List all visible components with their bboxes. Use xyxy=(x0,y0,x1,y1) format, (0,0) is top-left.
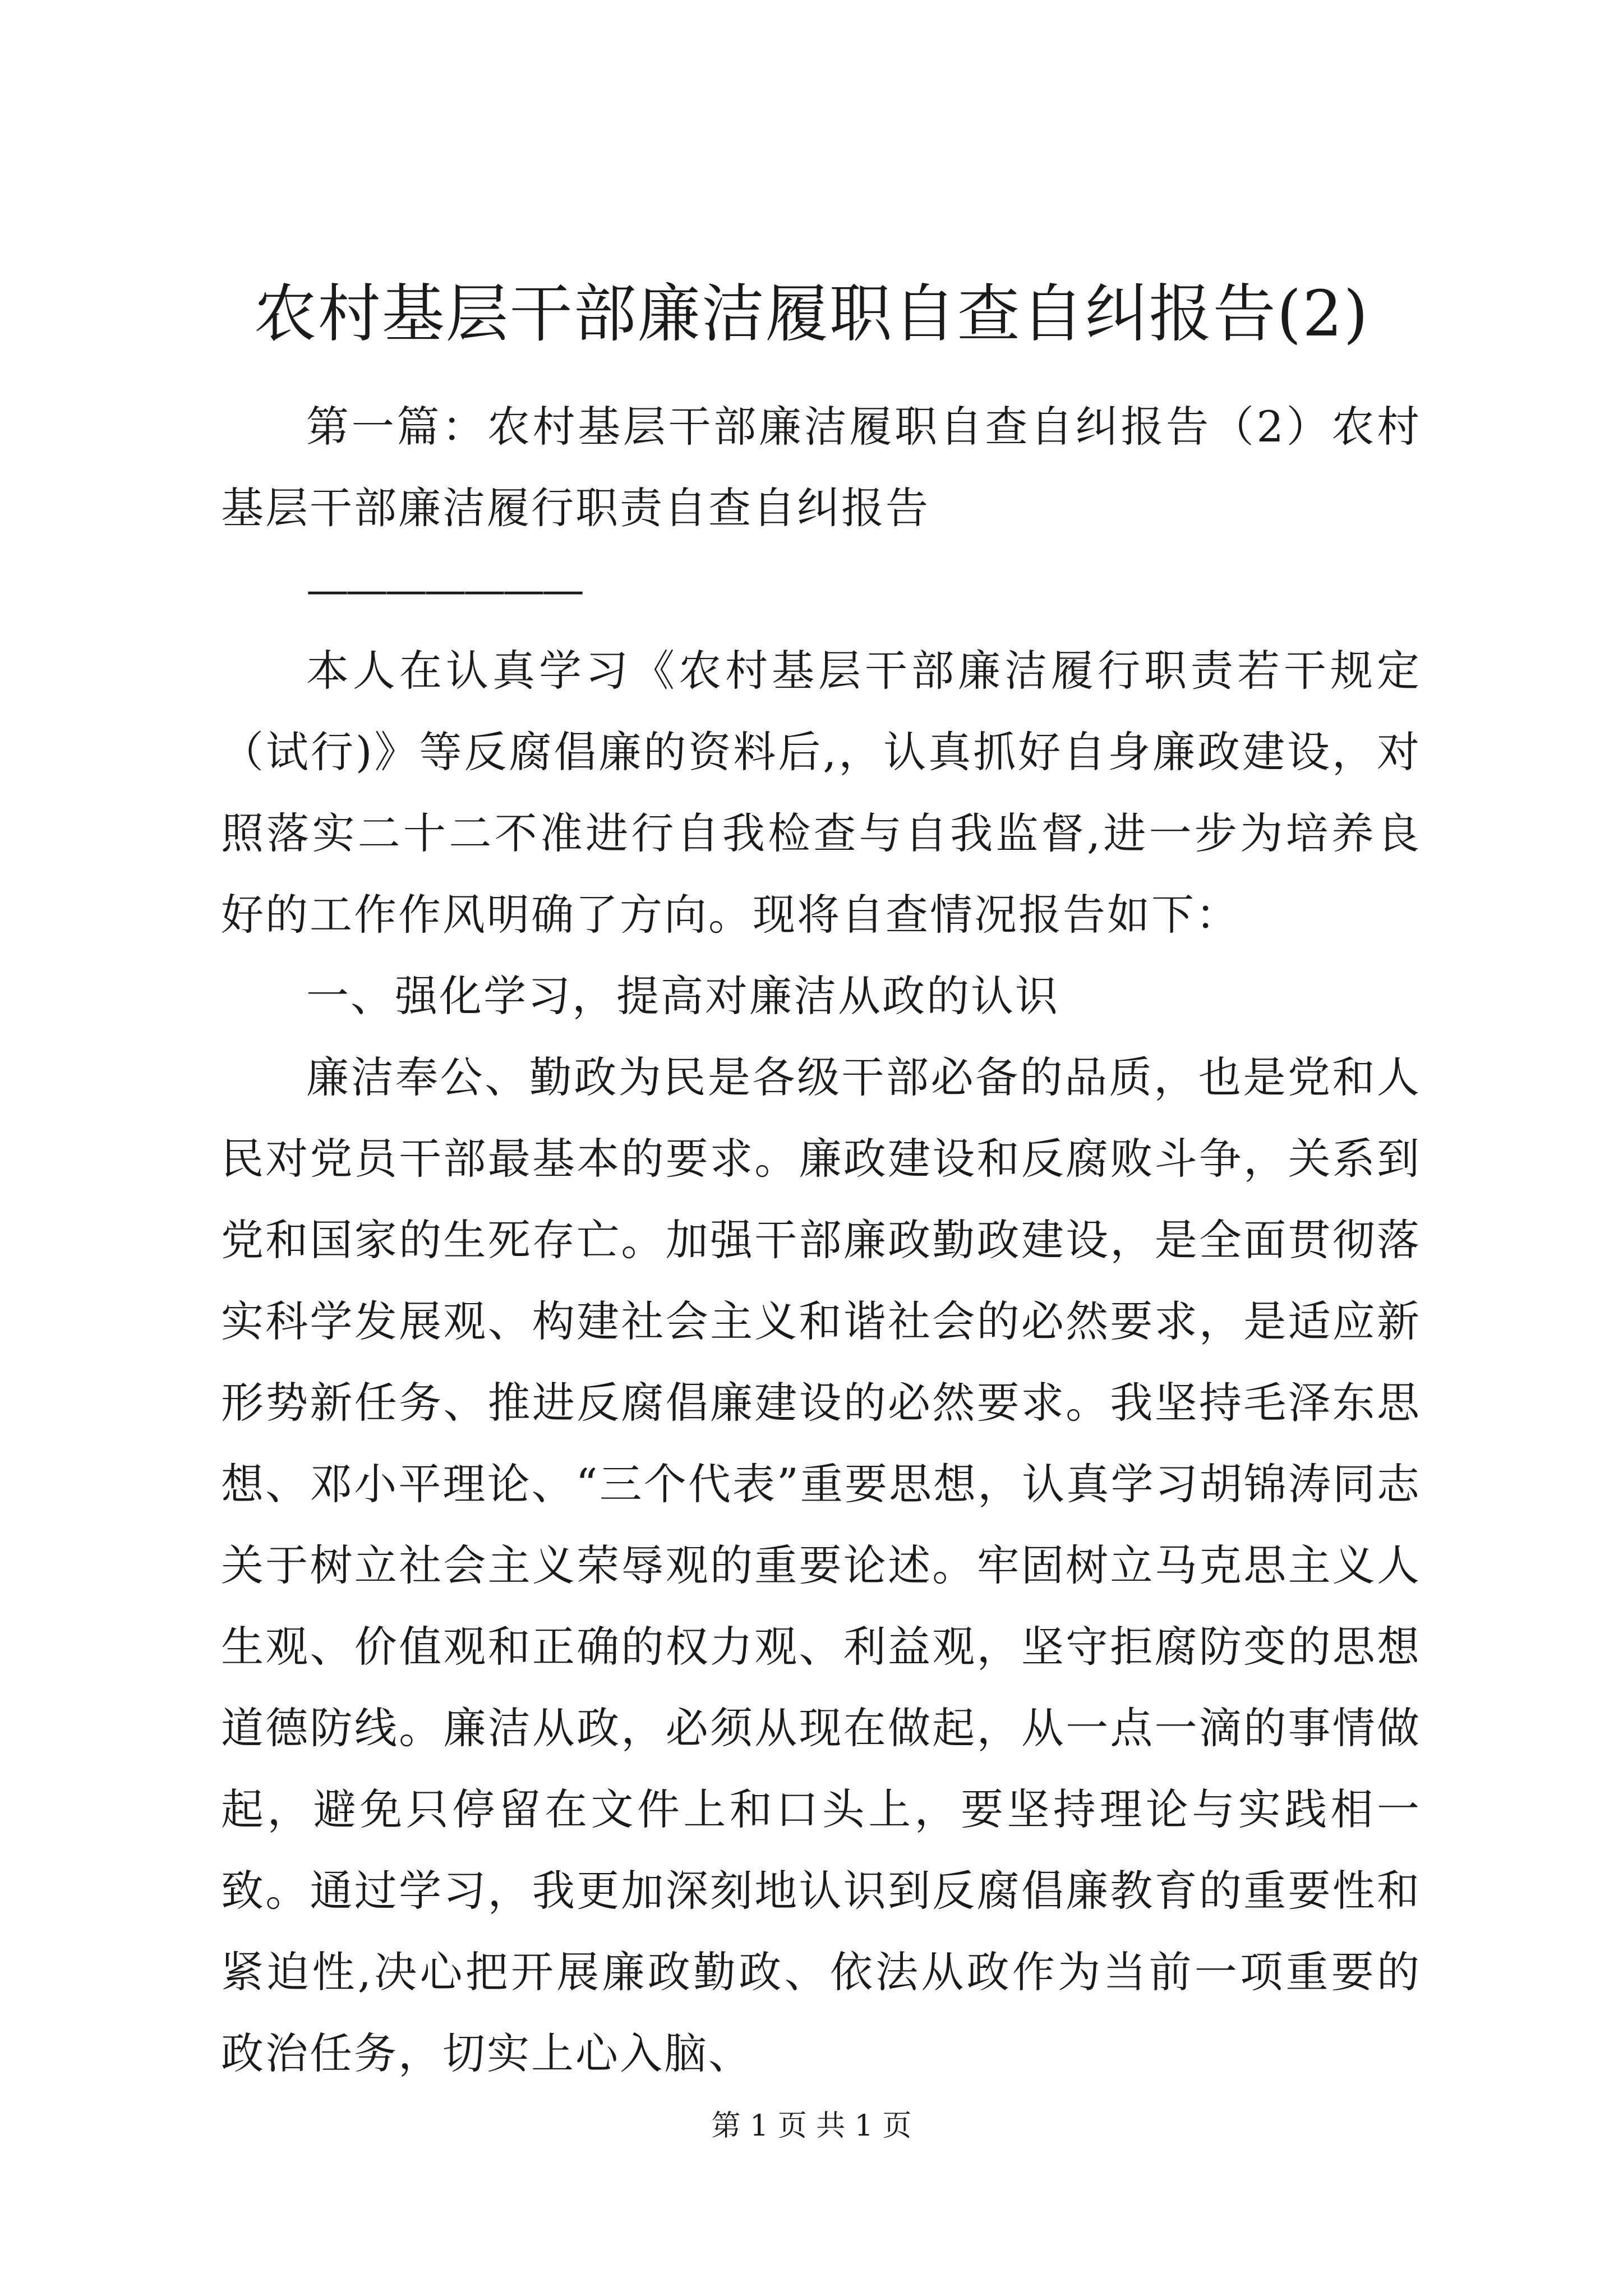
page-footer: 第 1 页 共 1 页 xyxy=(711,2109,912,2143)
separator-line: ——————— xyxy=(306,564,581,614)
section-heading-study: 一、强化学习，提高对廉洁从政的认识 xyxy=(306,971,1059,1021)
paragraph-intro: 本人在认真学习《农村基层干部廉洁履行职责若干规定（试行)》等反腐倡廉的资料后,，认真抓好自身廉政建设，对照落实二十二不准进行自我检查与自我监督,进一步为培养良好的工作作风明确了方向。现将自查情况报告如下： xyxy=(221,646,1421,940)
paragraph-study-body: 廉洁奉公、勤政为民是各级干部必备的品质，也是党和人民对党员干部最基本的要求。廉政建设和反腐败斗争，关系到党和国家的生死存亡。加强干部廉政勤政建设，是全面贯彻落实科学发展观、构建社会主义和谐社会的必然要求，是适应新形势新任务、推进反腐倡廉建设的必然要求。我坚持毛泽东思想、邓小平理论、“三个代表”重要思想，认真学习胡锦涛同志关于树立社会主义荣辱观的重要论述。牢固树立马克思主义人生观、价值观和正确的权力观、利益观，坚守拒腐防变的思想道德防线。廉洁从政，必须从现在做起，从一点一滴的事情做起，避免只停留在文件上和口头上，要坚持理论与实践相一致。通过学习，我更加深刻地认识到反腐倡廉教育的重要性和紧迫性,决心把开展廉政勤政、依法从政作为当前一项重要的政治任务，切实上心入脑、 xyxy=(221,1052,1421,2078)
document-title: 农村基层干部廉洁履职自查自纠报告(2) xyxy=(253,278,1370,351)
document-body xyxy=(221,386,1421,2094)
paragraph-heading-first-chapter: 第一篇：农村基层干部廉洁履职自查自纠报告（2）农村基层干部廉洁履行职责自查自纠报告 xyxy=(221,402,1421,533)
